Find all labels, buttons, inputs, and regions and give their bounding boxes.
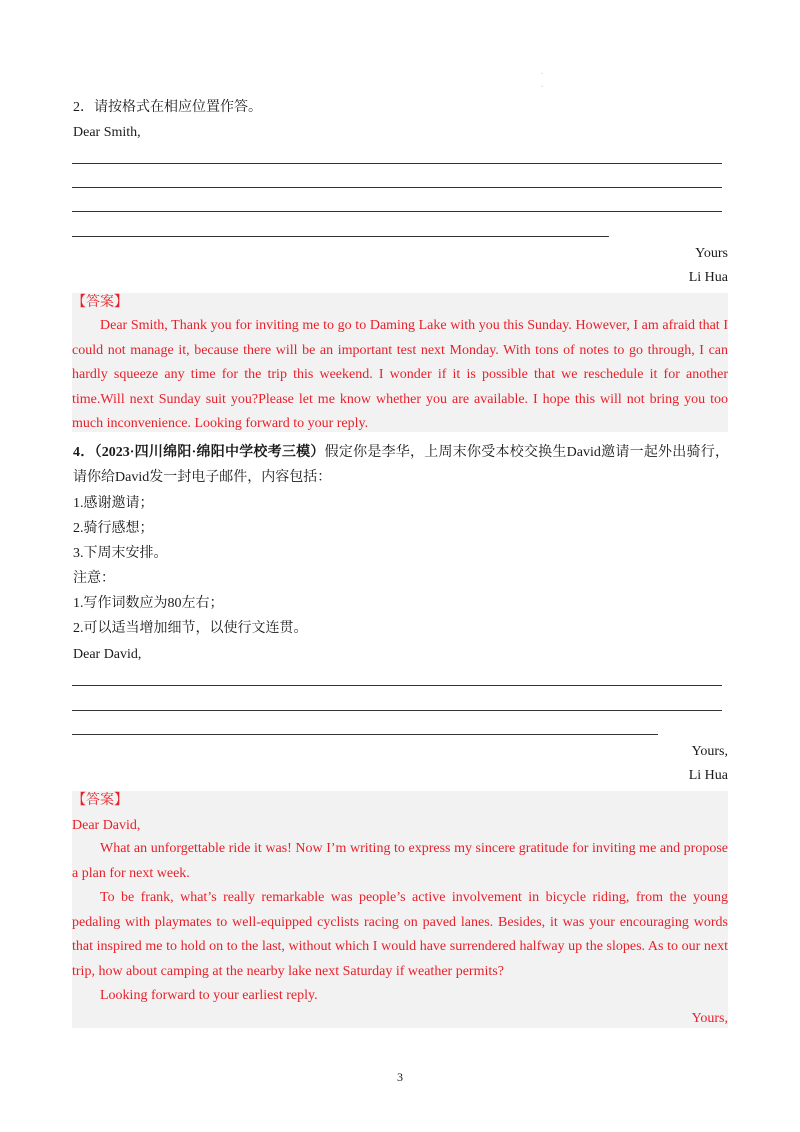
q4-greeting: Dear David,	[73, 647, 142, 662]
q4-source: （2023·四川绵阳·绵阳中学校考三模）	[94, 445, 325, 460]
q4-item: 1.感谢邀请；	[73, 496, 154, 511]
q4-note-label: 注意：	[73, 571, 115, 586]
q4-prompt-text: 假定你是李华，上周末你受本校交换生David邀请一起外出骑行，请你给David发一封电子邮件，内容包括：	[73, 445, 730, 485]
q4-number: 4．	[73, 445, 95, 460]
q2-closing: Yours	[695, 246, 728, 261]
writing-line	[72, 163, 722, 164]
q4-note: 2.可以适当增加细节，以使行文连贯。	[73, 621, 308, 636]
writing-line	[72, 734, 658, 735]
answer-label: 【答案】	[72, 295, 128, 310]
answer-paragraph: What an unforgettable ride it was! Now I’m writing to express my sincere gratitude for inviting me and propose a plan for next week.	[72, 841, 728, 881]
q4-item: 2.骑行感想；	[73, 521, 154, 536]
writing-line	[72, 187, 722, 188]
q2-greeting: Dear Smith,	[73, 125, 141, 140]
q4-item: 3.下周末安排。	[73, 546, 168, 561]
q2-instruction: 2．请按格式在相应位置作答。	[73, 100, 262, 115]
answer-closing: Yours,	[691, 1011, 728, 1026]
writing-line	[72, 211, 722, 212]
answer-box-2	[72, 791, 728, 1028]
mark: ·	[541, 71, 543, 77]
writing-line	[72, 685, 722, 686]
q4-signature: Li Hua	[688, 768, 728, 783]
writing-line	[72, 236, 609, 237]
answer-paragraph: Looking forward to your earliest reply.	[100, 988, 318, 1003]
corner-marks	[541, 68, 543, 94]
page-number: 3	[397, 1070, 403, 1084]
mark: ·	[541, 84, 543, 90]
q4-note: 1.写作词数应为80左右；	[73, 596, 224, 611]
q4-closing: Yours,	[691, 744, 728, 759]
answer-paragraph: To be frank, what’s really remarkable was people’s active involvement in bicycle riding, from the young pedaling with playmates to well-equipped cyclists racing on paved lanes. Besides, it was your encouraging words that inspired me to hold on to the last, without which I would have surrendered halfway up the slopes. As to our next trip, how about camping at the nearby lake next Saturday if weather permits?	[72, 890, 728, 979]
q2-signature: Li Hua	[688, 270, 728, 285]
writing-line	[72, 710, 722, 711]
answer-box-1	[72, 293, 728, 432]
answer-greeting: Dear David,	[72, 818, 141, 833]
answer-paragraph: Dear Smith, Thank you for inviting me to go to Daming Lake with you this Sunday. However, I am afraid that I could not manage it, because there will be an important test next Monday. With tons of notes to go through, I can hardly squeeze any time for the trip this weekend. I wonder if it is possible that we reschedule it for another time.Will next Sunday suit you?Please let me know whether you are available. I hope this will not bring you too much inconvenience. Looking forward to your reply.	[72, 318, 728, 431]
answer-label: 【答案】	[72, 793, 128, 808]
q4-prompt	[73, 440, 729, 490]
